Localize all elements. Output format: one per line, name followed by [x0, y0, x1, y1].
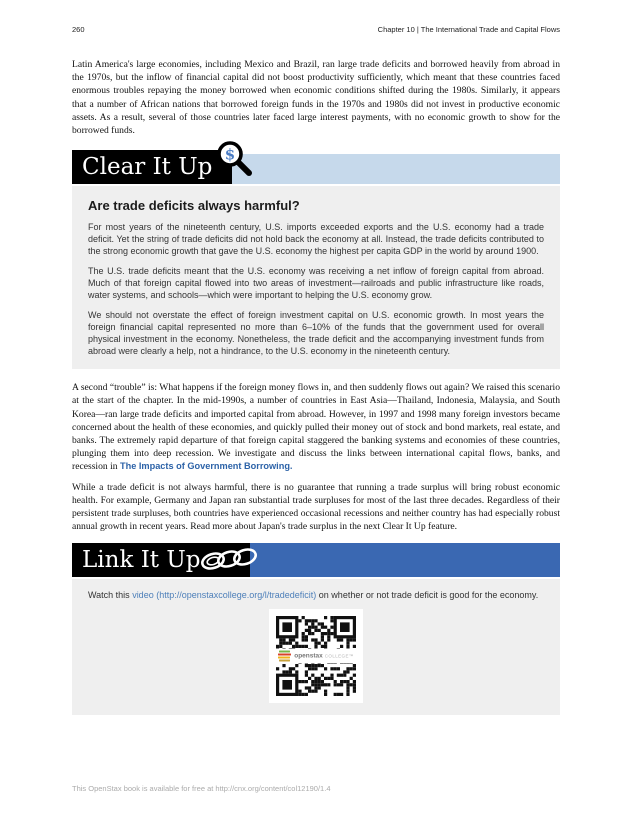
while-paragraph: While a trade deficit is not always harmful, there is no guarantee that running a trade surplus will bring robust economic health. For example, Germany and Japan ran substantial trade surpluses for most of the last three decades. Regardless of their persistent trade surpluses, both countries have experienced occasional recessions and neither country has had especially robust annual growth in recent years. Read more about Japan's trade surplus in the next Clear It Up feature.	[72, 481, 560, 533]
link-it-up-banner	[72, 543, 560, 577]
qr-code	[269, 609, 363, 703]
video-link[interactable]: video (http://openstaxcollege.org/l/tradedeficit)	[132, 590, 317, 601]
clear-it-up-blue-bar	[230, 154, 560, 184]
running-head	[72, 25, 560, 34]
openstax-logo-text	[294, 653, 354, 660]
second-trouble-text: A second “trouble” is: What happens if the foreign money flows in, and then suddenly flows out again? We raised this scenario at the start of the chapter. In the mid-1990s, a number of countries in East Asia—Thailand, Indonesia, Malaysia, and South Korea—ran large trade deficits and imported capital from abroad. However, in 1997 and 1998 many foreign investors became concerned about the health of these economies, and quickly pulled their money out of stock and bond markets, real estate, and banks. The extremely rapid departure of that foreign capital staggered the banking systems and economies of these countries, plunging them into deep recession. We investigate and discuss the links between international capital flows, banks, and recession in	[72, 382, 560, 473]
chapter-header: Chapter 10 | The International Trade and Capital Flows	[377, 25, 560, 34]
magnifier-dollar-icon	[216, 140, 258, 182]
page-number: 260	[72, 25, 85, 34]
link-it-up-title: Link It Up	[72, 543, 250, 577]
link-it-up-body	[72, 579, 560, 715]
clear-it-up-heading: Are trade deficits always harmful?	[88, 198, 300, 214]
intro-paragraph: Latin America's large economies, including Mexico and Brazil, ran large trade deficits and borrowed heavily from abroad in the 1970s, but the inflow of financial capital did not boost productivity sufficiently, which meant that these countries faced enormous troubles repaying the money borrowed when economic conditions shifted during the 1980s. Similarly, it appears that a number of African nations that borrowed foreign funds in the 1970s and 1980s did not invest in productive economic assets. As a result, several of those countries later faced large interest payments, with no economic growth to show for the borrowed funds.	[72, 59, 560, 137]
qr-logo-band	[272, 649, 360, 664]
clear-it-up-feature	[72, 145, 560, 369]
college-wordmark: COLLEGE™	[324, 653, 354, 659]
link-it-up-text	[88, 589, 544, 601]
government-borrowing-link[interactable]: The Impacts of Government Borrowing	[119, 461, 290, 472]
second-trouble-paragraph	[72, 381, 560, 473]
after-link-text: on whether or not trade deficit is good for the economy.	[316, 590, 539, 601]
openstax-wordmark: openstax	[294, 652, 323, 660]
link-it-up-feature	[72, 543, 560, 715]
svg-text:$: $	[224, 145, 236, 164]
watch-this-text: Watch this	[88, 590, 133, 601]
clear-it-up-banner	[72, 145, 560, 184]
openstax-logo-stripes-icon	[278, 651, 291, 662]
clear-it-up-paragraph-3: We should not overstate the effect of foreign investment capital on U.S. economic growth. In most years the foreign financial capital represented no more than 6–10% of the funds that the government used for overall physical investment in the economy. Nonetheless, the trade deficit and the accompanying investment funds from abroad were clearly a help, not a hindrance, to the U.S. economy in the nineteenth century.	[88, 310, 544, 357]
clear-it-up-paragraph-2: The U.S. trade deficits meant that the U.S. economy was receiving a net inflow of foreign capital from abroad. Much of that foreign capital flowed into two areas of investment—railroads and public infrastructure like roads, water systems, and schools—which were important to helping the U.S. economy grow.	[88, 266, 544, 301]
second-trouble-period: .	[289, 461, 293, 473]
clear-it-up-paragraph-1: For most years of the nineteenth century, U.S. imports exceeded exports and the U.S. economy had a trade deficit. Yet the string of trade deficits did not hold back the economy at all. Instead, the trade deficits contributed to the strong economic growth that gave the U.S. economy the highest per capita GDP in the world by around 1900.	[88, 222, 544, 257]
chain-link-icon	[200, 547, 262, 573]
link-it-up-blue-bar	[238, 543, 560, 577]
clear-it-up-title: Clear It Up	[72, 150, 232, 184]
footer-note: This OpenStax book is available for free at http://cnx.org/content/col12190/1.4	[72, 784, 331, 793]
clear-it-up-body	[72, 186, 560, 369]
